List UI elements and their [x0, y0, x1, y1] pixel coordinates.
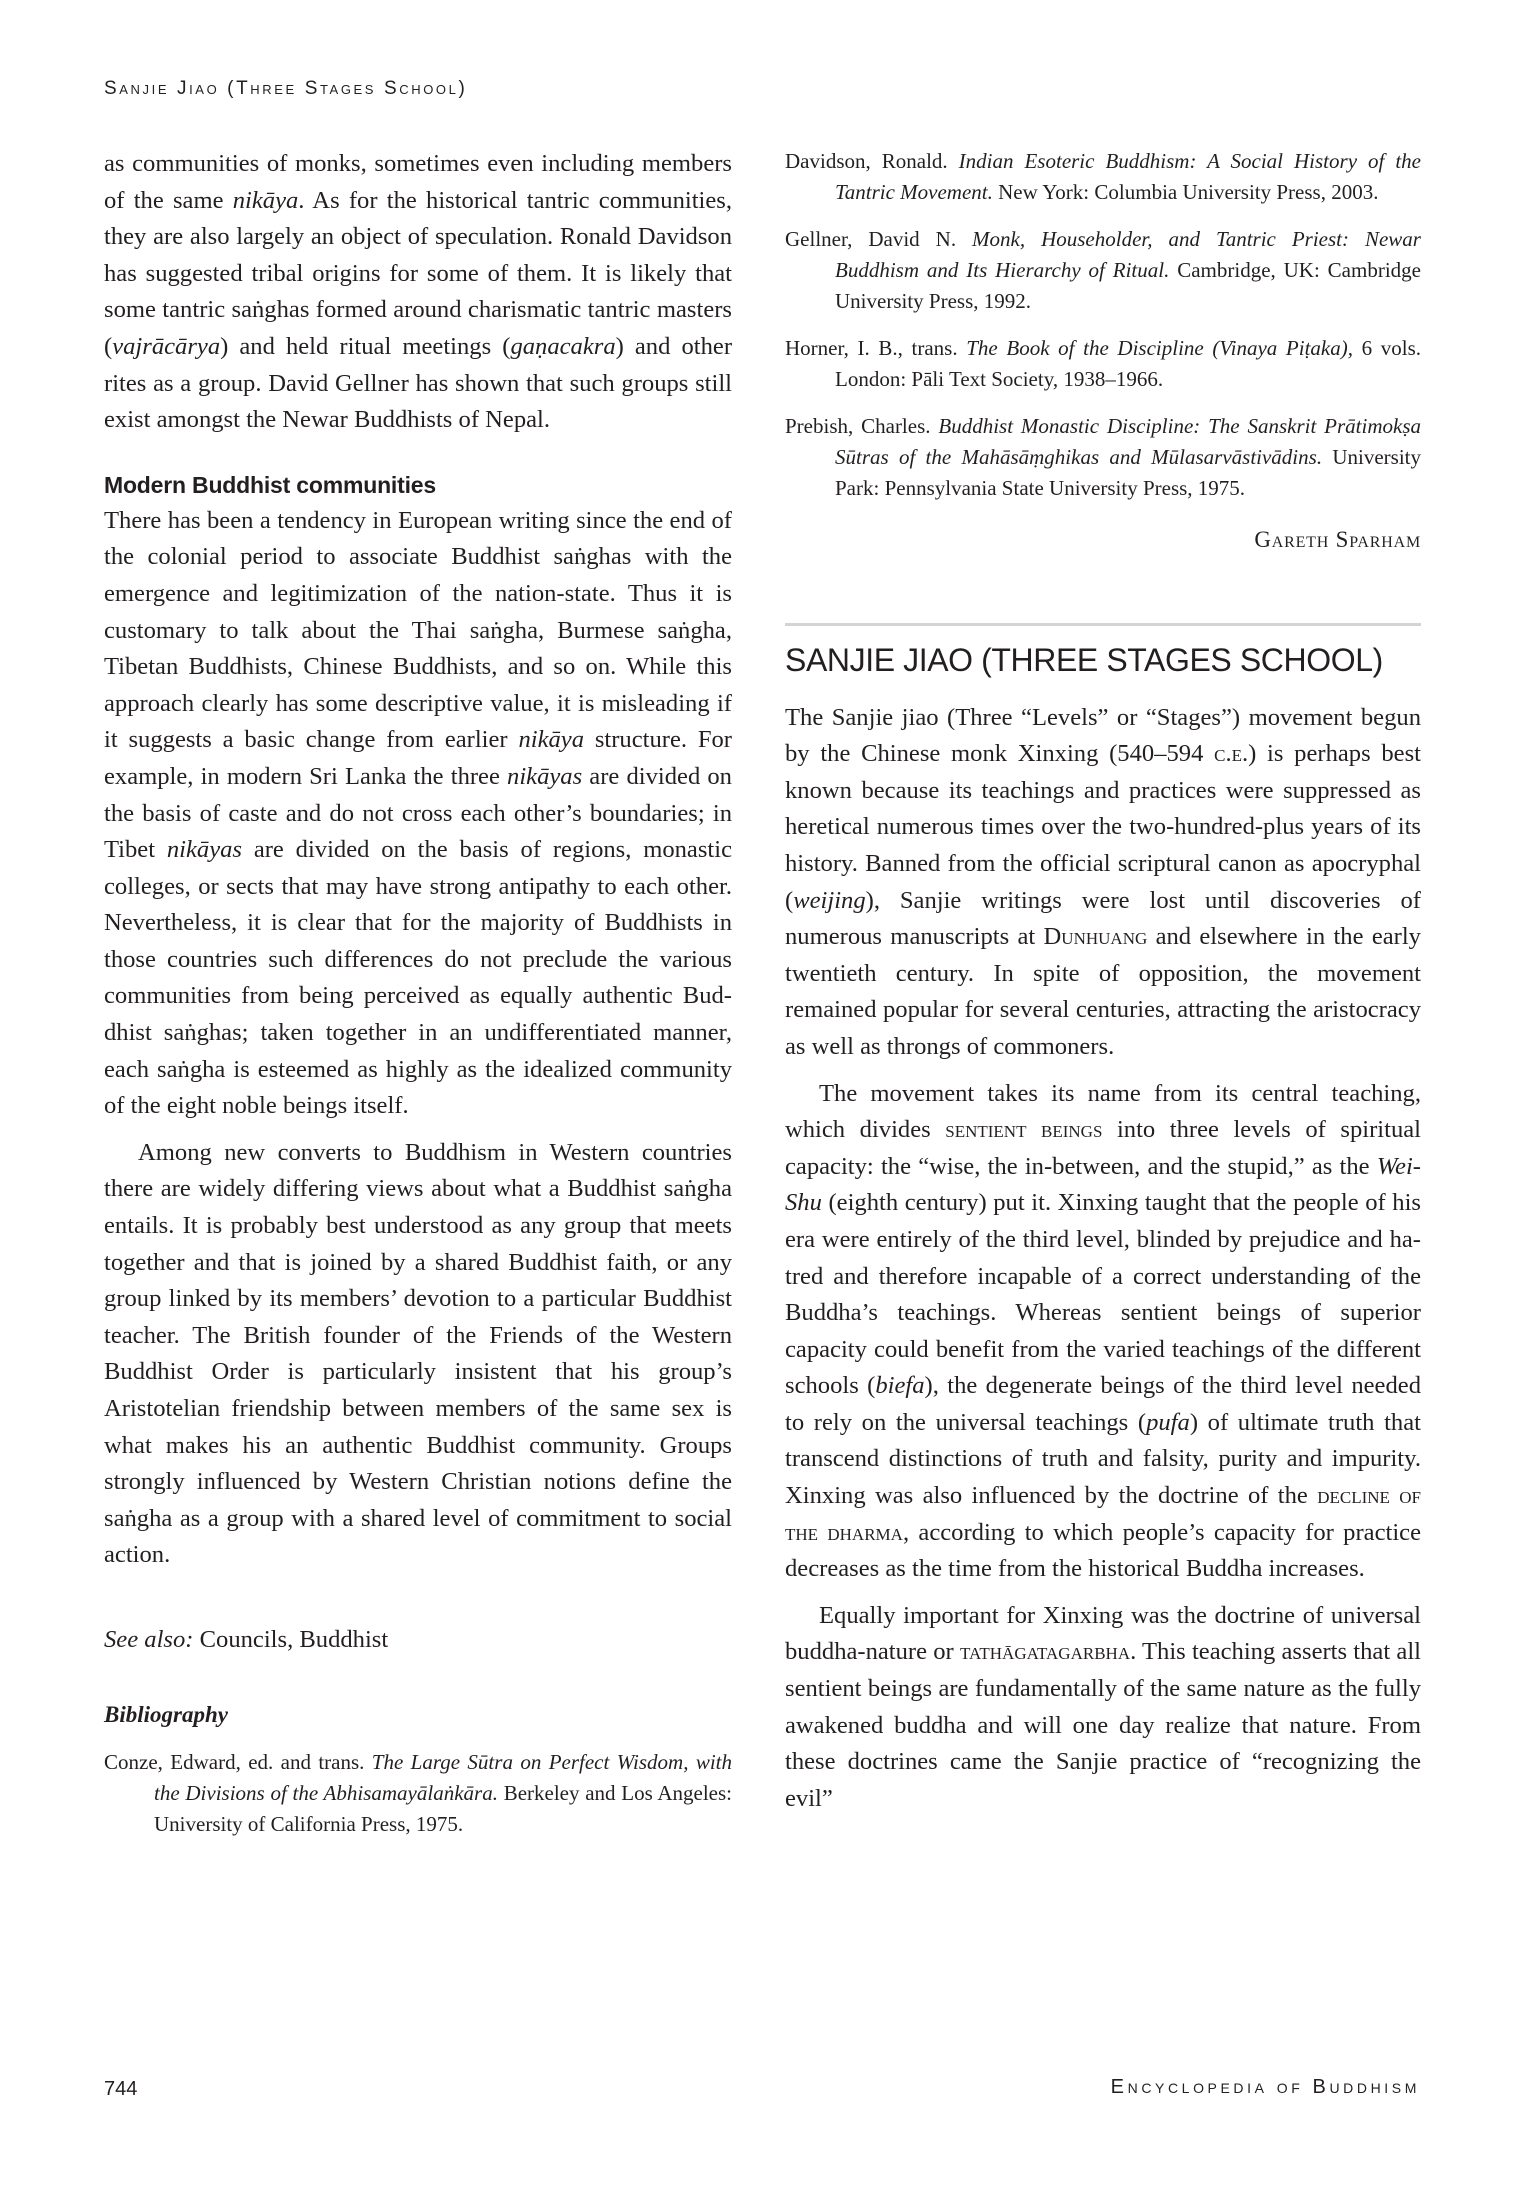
see-also-link-councils-buddhist[interactable]: Councils, Buddhist	[199, 1625, 389, 1653]
entry-paragraph-2	[785, 1076, 1421, 1588]
italic-term: nikāyas	[166, 836, 242, 864]
entry-paragraph-3	[785, 1598, 1421, 1818]
text-run: (eighth century) put it. Xinxing taught that the people of his era were entirely of the third level, blinded by prejudice and hatred and therefore incapable of a correct understanding of the Buddha’s teachings. Whereas sentient beings of superior capacity could benefit from the varied teachings of the different schools (	[785, 1189, 1421, 1400]
bib-author: Conze, Edward, ed. and trans.	[104, 1750, 372, 1775]
text-run: Equally important for Xinxing was the doctrine of universal buddha-nature or	[785, 1601, 1421, 1666]
modern-communities-paragraph-2: Among new converts to Buddhism in Western countries there are widely differing views about what a Buddhist saṅgha entails. It is probably best understood as any group that meets together and that is joined by a shared Buddhist faith, or any group linked by its members’ devotion to a particular Buddhist teacher. The British founder of the Friends of the Western Buddhist Order is particularly insistent that his group’s Aristotelian friendship between members of the same sex is what makes his an authentic Buddhist community. Groups strongly influenced by Western Christian notions define the saṅgha as a group with a shared level of commitment to social action.	[104, 1138, 732, 1569]
publication-title: Encyclopedia of Buddhism	[1110, 2076, 1420, 2098]
text-run: ), the degenerate beings of the third level needed to rely on the universal teachings (	[785, 1372, 1421, 1436]
bib-publication: Cambridge, UK: Cambridge University Press, 1992.	[835, 258, 1421, 313]
text-run: , according to which people’s capacity for practice decreases as the time from the historical Buddha increases.	[785, 1518, 1421, 1583]
italic-term: Wei-Shu	[785, 1152, 1421, 1217]
text-run: The movement takes its name from its central teaching, which divides	[785, 1079, 1421, 1144]
text-run: . This teaching asserts that all sentient beings are fundamentally of the same nature as the fully awakened buddha and will one day realize that nature. From these doctrines came the Sanjie practice of “recognizing the evil”	[785, 1638, 1421, 1812]
italic-term: nikāya	[518, 726, 584, 754]
text-run: ) of ultimate truth that transcend distinctions of truth and falsity, purity and impurity. Xinxing was also influenced by the doctrine of the	[785, 1408, 1421, 1510]
running-header: Sanjie Jiao (Three Stages School)	[104, 78, 468, 99]
italic-term: gaṇacakra	[510, 332, 616, 360]
cross-reference[interactable]: tathāgatagarbha	[959, 1638, 1131, 1666]
bibliography-entry	[785, 333, 1421, 395]
text-run: and elsewhere in the early twentieth century. In spite of opposition, the movement remained popular for several centuries, attracting the aristocracy as well as throngs of commoners.	[785, 923, 1421, 1060]
text-run: are divided on the basis of regions, monastic colleges, or sects that may have strong antipathy to each other. Nevertheless, it is clear that for the majority of Buddhists in those countries such differences do not preclude the various communities from being perceived as equally authentic Buddhist saṅghas; taken together in an undifferentiated manner, each saṅgha is esteemed as highly as the idealized community of the eight noble beings itself.	[104, 836, 732, 1120]
text-run: are divided on the basis of caste and do not cross each other’s boundaries; in Tibet	[104, 762, 732, 864]
text-run: ) and held ritual meetings (	[220, 332, 511, 360]
cross-reference[interactable]: sentient beings	[945, 1116, 1103, 1144]
text-run: . As for the historical tantric communities, they are also largely an object of speculation. Ronald Davidson has suggested tribal origins for some of them. It is likely that some tantric saṅghas formed around charismatic tantric masters (	[104, 186, 732, 360]
bibliography-entry	[785, 224, 1421, 317]
entry-divider	[785, 623, 1421, 626]
text-run: The Sanjie jiao (Three “Levels” or “Stages”) movement begun by the Chinese monk Xinxing (540–594	[785, 703, 1421, 768]
entry-body	[785, 700, 1421, 1818]
text-run: structure. For example, in modern Sri Lanka the three	[104, 726, 732, 790]
bib-title: Buddhist Monastic Discipline: The Sanskrit Prātimokṣa Sūtras of the Mahāsāṃghikas and Mūlasarvāstivādins.	[835, 414, 1422, 469]
text-run: ) and other rites as a group. David Gellner has shown that such groups still exist amongst the Newar Buddhists of Nepal.	[104, 332, 733, 434]
italic-term: pufa	[1146, 1408, 1190, 1436]
bib-title: Monk, Householder, and Tantric Priest: Newar Buddhism and Its Hierarchy of Ritual.	[835, 227, 1421, 282]
text-run: There has been a tendency in European writing since the end of the colonial period to associate Buddhist saṅghas with the emergence and legitimization of the nation-state. Thus it is customary to talk about the Thai saṅgha, Burmese saṅgha, Tibetan Buddhists, Chinese Buddhists, and so on. While this approach clearly has some descriptive value, it is misleading if it suggests a basic change from earlier	[104, 506, 732, 754]
italic-term: vajrācārya	[112, 332, 221, 360]
bib-publication: University Park: Pennsylvania State University Press, 1975.	[835, 445, 1421, 500]
bib-title: Indian Esoteric Buddhism: A Social History of the Tantric Movement.	[835, 149, 1421, 204]
cross-reference[interactable]: decline of the dharma	[785, 1482, 1421, 1546]
bibliography-entry	[785, 146, 1421, 208]
italic-term: biefa	[875, 1372, 925, 1400]
bib-author: Horner, I. B., trans.	[785, 336, 967, 360]
page-number: 744	[104, 2078, 138, 2100]
left-column	[104, 146, 732, 1840]
bibliography-list-right	[785, 146, 1421, 504]
modern-communities-paragraph-1	[104, 503, 732, 1125]
bib-publication: 6 vols. London: Pāli Text Society, 1938–1966.	[835, 336, 1421, 391]
author-signature: Gareth Sparham	[1254, 527, 1421, 552]
bib-title: The Book of the Discipline (Vinaya Piṭaka),	[966, 336, 1353, 360]
italic-term: nikāyas	[507, 762, 583, 790]
see-also-label: See also:	[104, 1625, 194, 1653]
bib-author: Prebish, Charles.	[785, 414, 939, 438]
cross-reference[interactable]: c.e.	[1214, 740, 1249, 768]
text-run: ) is perhaps best known because its teachings and practices were suppressed as heretical numerous times over the two-hundred-plus years of its history. Banned from the official scriptural canon as apocryphal (	[785, 740, 1421, 914]
text-run: into three levels of spiritual capacity: the “wise, the in-between, and the stupid,” as the	[785, 1116, 1422, 1180]
entry-title: SANJIE JIAO (THREE STAGES SCHOOL)	[785, 641, 1383, 678]
bib-author: Davidson, Ronald.	[785, 149, 959, 173]
bibliography-entry	[104, 1747, 732, 1840]
bib-author: Gellner, David N.	[785, 227, 973, 251]
right-column	[785, 146, 1421, 1817]
bibliography-list-left	[104, 1747, 732, 1840]
bib-title: The Large Sūtra on Perfect Wisdom, with the Divisions of the Abhisamayālaṅkāra.	[154, 1750, 733, 1806]
bibliography-entry	[785, 411, 1421, 504]
section-subheading: Modern Buddhist communities	[104, 471, 436, 498]
see-also	[104, 1622, 732, 1659]
continuation-paragraph	[104, 146, 732, 439]
text-run: ), Sanjie writings were lost until discoveries of numerous manuscripts at	[785, 886, 1421, 951]
italic-term: weijing	[793, 886, 866, 914]
bib-publication: New York: Columbia University Press, 2003.	[992, 180, 1379, 204]
text-run: as communities of monks, sometimes even including members of the same	[104, 150, 732, 214]
bibliography-heading: Bibliography	[104, 1701, 228, 1727]
cross-reference[interactable]: Dunhuang	[1043, 923, 1148, 951]
italic-term: nikāya	[232, 186, 299, 214]
bib-publication: Berkeley and Los Angeles: University of California Press, 1975.	[154, 1781, 733, 1837]
entry-paragraph-1	[785, 700, 1421, 1066]
